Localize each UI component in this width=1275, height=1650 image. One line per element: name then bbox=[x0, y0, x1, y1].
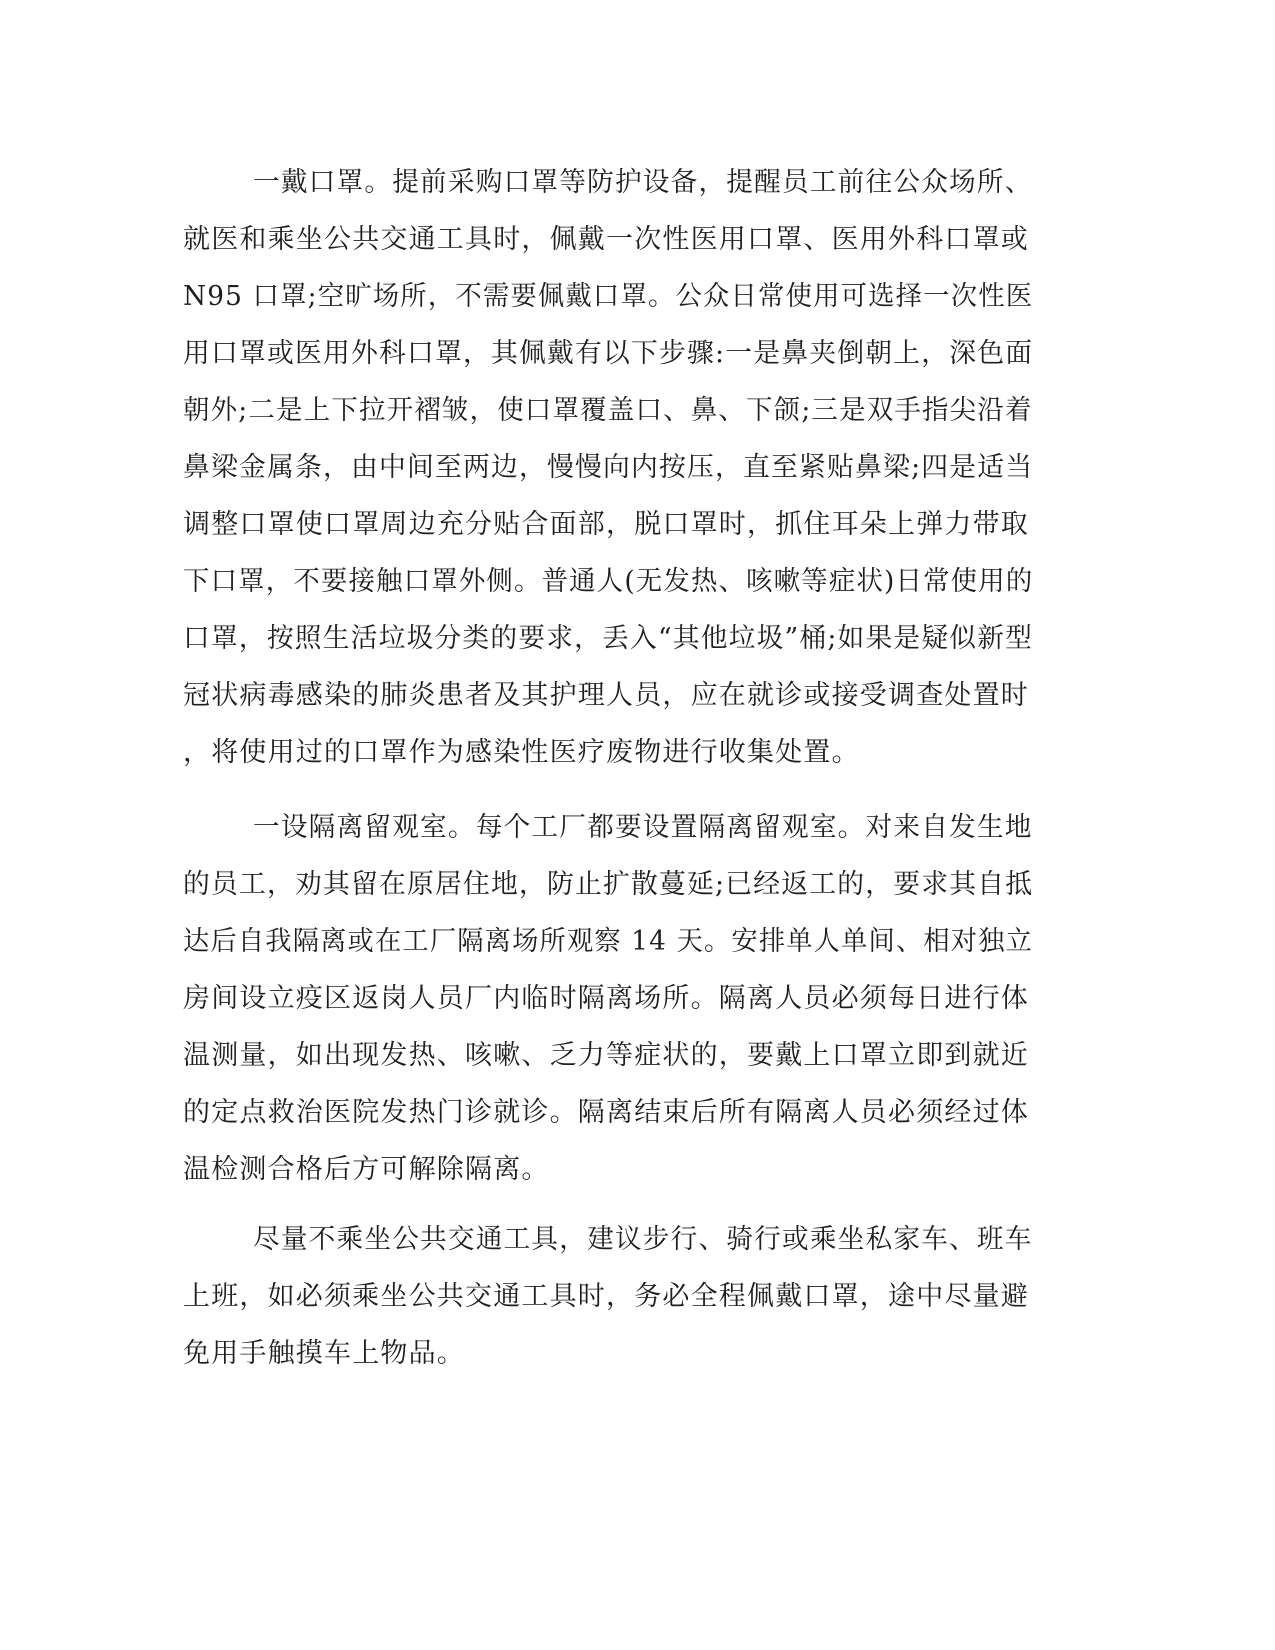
text-line: 房间设立疫区返岗人员厂内临时隔离场所。隔离人员必须每日进行体 bbox=[183, 983, 1029, 1014]
text-line: 就医和乘坐公共交通工具时，佩戴一次性医用口罩、医用外科口罩或 bbox=[183, 224, 1029, 255]
text-line: 口罩，按照生活垃圾分类的要求，丢入“其他垃圾”桶;如果是疑似新型 bbox=[183, 623, 1034, 654]
text-line: 鼻梁金属条，由中间至两边，慢慢向内按压，直至紧贴鼻梁;四是适当 bbox=[183, 452, 1034, 483]
text-line: 温检测合格后方可解除隔离。 bbox=[183, 1154, 550, 1185]
text-line: 冠状病毒感染的肺炎患者及其护理人员，应在就诊或接受调查处置时 bbox=[183, 680, 1029, 711]
text-line: 一戴口罩。提前采购口罩等防护设备，提醒员工前往公众场所、 bbox=[253, 167, 1033, 198]
text-line: 的员工，劝其留在原居住地，防止扩散蔓延;已经返工的，要求其自抵 bbox=[183, 869, 1034, 900]
text-line: 用口罩或医用外科口罩，其佩戴有以下步骤:一是鼻夹倒朝上，深色面 bbox=[183, 338, 1034, 369]
text-line: 达后自我隔离或在工厂隔离场所观察 14 天。安排单人单间、相对独立 bbox=[183, 926, 1034, 957]
text-line: 尽量不乘坐公共交通工具，建议步行、骑行或乘坐私家车、班车 bbox=[253, 1224, 1033, 1255]
text-line: 免用手触摸车上物品。 bbox=[183, 1338, 465, 1369]
text-line: 温测量，如出现发热、咳嗽、乏力等症状的，要戴上口罩立即到就近 bbox=[183, 1040, 1029, 1071]
text-line: 下口罩，不要接触口罩外侧。普通人(无发热、咳嗽等症状)日常使用的 bbox=[183, 566, 1034, 597]
text-line: 上班，如必须乘坐公共交通工具时，务必全程佩戴口罩，途中尽量避 bbox=[183, 1281, 1029, 1312]
text-line: N95 口罩;空旷场所，不需要佩戴口罩。公众日常使用可选择一次性医 bbox=[183, 281, 1034, 312]
text-line: 朝外;二是上下拉开褶皱，使口罩覆盖口、鼻、下颌;三是双手指尖沿着 bbox=[183, 395, 1033, 426]
text-line: ，将使用过的口罩作为感染性医疗废物进行收集处置。 bbox=[183, 737, 860, 768]
text-line: 的定点救治医院发热门诊就诊。隔离结束后所有隔离人员必须经过体 bbox=[183, 1097, 1029, 1128]
text-line: 一设隔离留观室。每个工厂都要设置隔离留观室。对来自发生地 bbox=[253, 812, 1033, 843]
text-line: 调整口罩使口罩周边充分贴合面部，脱口罩时，抓住耳朵上弹力带取 bbox=[183, 509, 1029, 540]
